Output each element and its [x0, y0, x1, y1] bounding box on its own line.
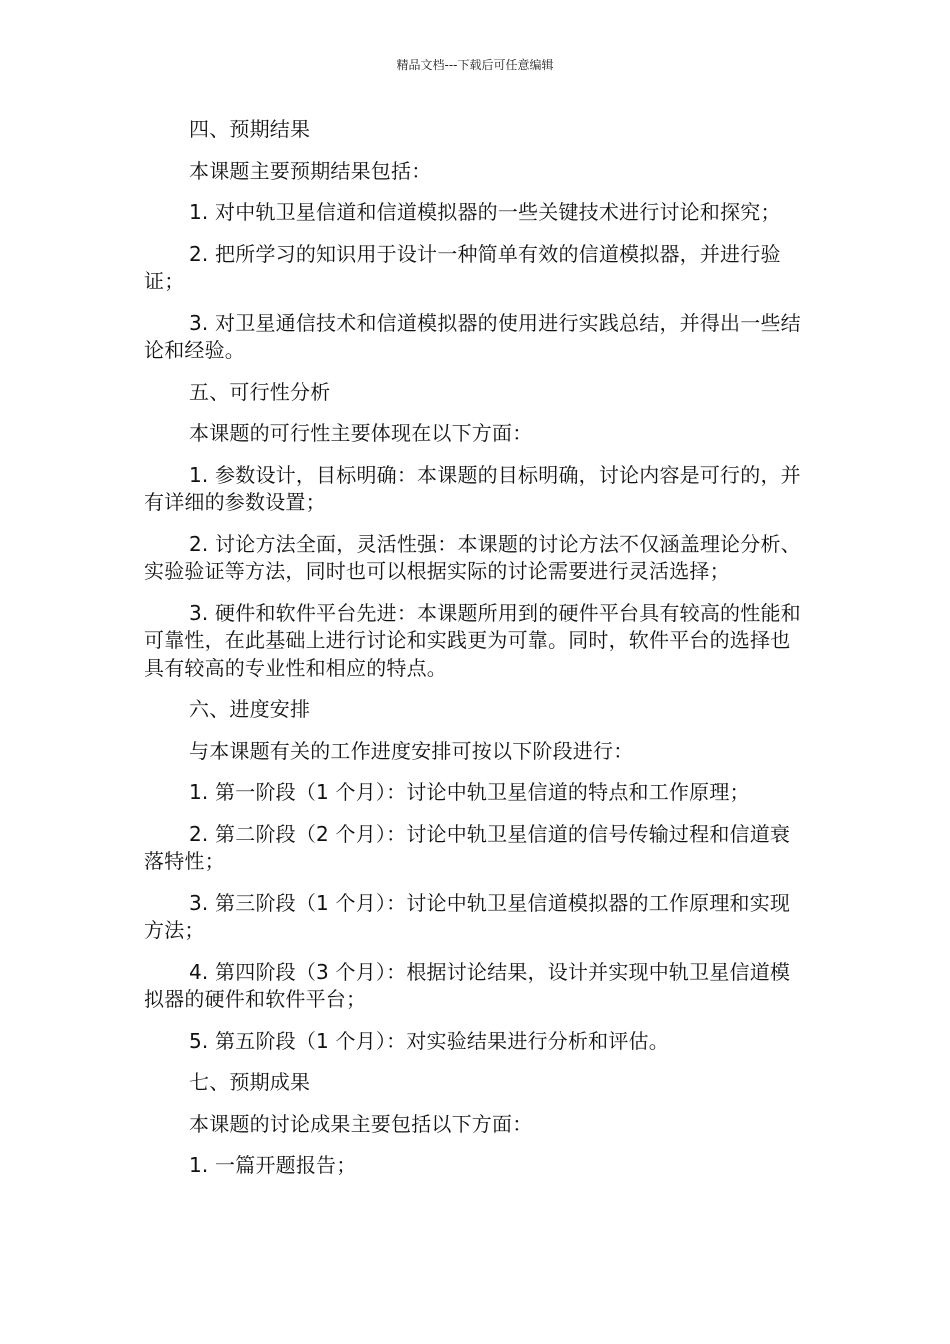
- paragraph: 本课题的讨论成果主要包括以下方面：: [189, 1111, 533, 1136]
- list-item: 4. 第四阶段（3 个月）：根据讨论结果，设计并实现中轨卫星信道模拟器的硬件和软件平台；: [144, 959, 791, 1011]
- section-heading-expected-outcomes: 七、预期成果: [189, 1070, 311, 1094]
- paragraph: 与本课题有关的工作进度安排可按以下阶段进行：: [189, 738, 634, 763]
- section-heading-schedule: 六、进度安排: [189, 697, 311, 721]
- section-heading-expected-results: 四、预期结果: [189, 117, 311, 141]
- list-item: 1. 参数设计，目标明确：本课题的目标明确，讨论内容是可行的，并有详细的参数设置；: [144, 462, 801, 514]
- paragraph: 本课题主要预期结果包括：: [189, 158, 432, 183]
- list-item: 2. 第二阶段（2 个月）：讨论中轨卫星信道的信号传输过程和信道衰落特性；: [144, 821, 791, 873]
- list-item: 2. 把所学习的知识用于设计一种简单有效的信道模拟器，并进行验证；: [144, 241, 781, 293]
- list-item: 3. 硬件和软件平台先进：本课题所用到的硬件平台具有较高的性能和可靠性，在此基础上进行讨论和实践更为可靠。同时，软件平台的选择也具有较高的专业性和相应的特点。: [144, 600, 801, 680]
- list-item: 3. 对卫星通信技术和信道模拟器的使用进行实践总结，并得出一些结论和经验。: [144, 310, 801, 362]
- list-item: 5. 第五阶段（1 个月）：对实验结果进行分析和评估。: [189, 1028, 669, 1053]
- list-item: 3. 第三阶段（1 个月）：讨论中轨卫星信道模拟器的工作原理和实现方法；: [144, 890, 791, 942]
- list-item: 1. 对中轨卫星信道和信道模拟器的一些关键技术进行讨论和探究；: [189, 200, 781, 224]
- list-item: 2. 讨论方法全面，灵活性强：本课题的讨论方法不仅涵盖理论分析、实验验证等方法，同时也可以根据实际的讨论需要进行灵活选择；: [144, 531, 801, 583]
- list-item: 1. 一篇开题报告；: [189, 1153, 357, 1177]
- section-heading-feasibility: 五、可行性分析: [189, 379, 331, 404]
- paragraph: 本课题的可行性主要体现在以下方面：: [189, 421, 533, 445]
- list-item: 1. 第一阶段（1 个月）：讨论中轨卫星信道的特点和工作原理；: [189, 780, 750, 804]
- document-body: [144, 116, 804, 1194]
- page-header: 精品文档---下载后可任意编辑: [396, 58, 554, 72]
